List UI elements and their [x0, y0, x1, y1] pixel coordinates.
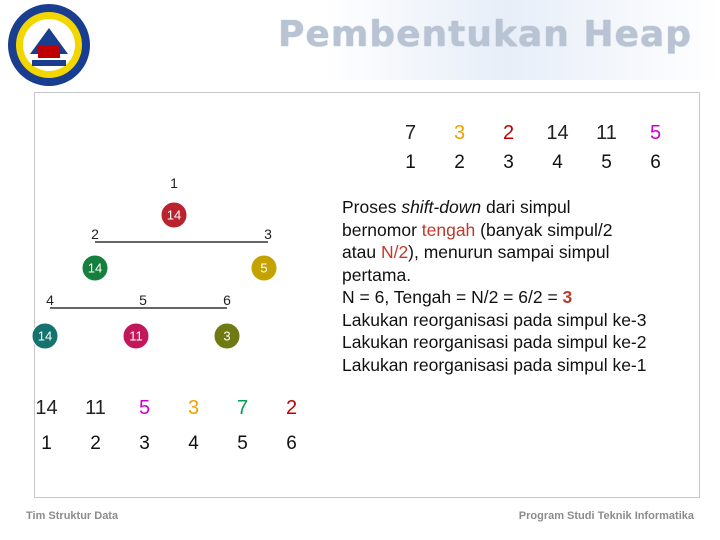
desc-line: Lakukan reorganisasi pada simpul ke-1: [342, 354, 647, 375]
desc-line: [342, 241, 704, 264]
desc-text: ), menurun sampai simpul: [408, 242, 610, 262]
bottom-array-table: [22, 390, 316, 462]
desc-text: (banyak simpul/2: [475, 219, 613, 240]
top-array-index: 4: [552, 152, 563, 173]
desc-line: Lakukan reorganisasi pada simpul ke-2: [342, 332, 647, 352]
top-array-index: 5: [601, 152, 612, 173]
tree-position-label: 2: [91, 226, 99, 242]
tree-node-label: 5: [260, 260, 268, 276]
bottom-array-value: 14: [35, 396, 58, 419]
top-array-value: 3: [453, 121, 466, 144]
bottom-array-value: 11: [85, 396, 106, 419]
desc-highlight: tengah: [421, 219, 476, 240]
tree-node-label: 14: [87, 260, 103, 276]
description-text: [342, 196, 704, 376]
bottom-array-value: 5: [138, 396, 151, 419]
tree-node-label: 14: [166, 207, 182, 223]
desc-text: Proses: [342, 197, 402, 217]
bottom-array-index: 5: [237, 433, 248, 454]
desc-line: pertama.: [342, 264, 412, 285]
desc-highlight: 3: [562, 287, 573, 307]
desc-line: Lakukan reorganisasi pada simpul ke-3: [342, 309, 647, 330]
heap-tree-diagram: [0, 0, 340, 380]
bottom-array-value: 7: [236, 396, 249, 419]
bottom-array-index: 3: [139, 433, 150, 454]
top-array-index: 3: [503, 152, 514, 173]
tree-node-label: 14: [37, 328, 53, 344]
top-array-index: 6: [650, 152, 661, 173]
bottom-array-index: 2: [90, 433, 101, 454]
footer-right-text: Program Studi Teknik Informatika: [518, 510, 694, 522]
desc-line: [342, 219, 704, 242]
bottom-array-index: 4: [188, 433, 199, 454]
tree-position-label: 4: [46, 292, 54, 308]
bottom-array-index: 1: [41, 433, 52, 454]
desc-line: [342, 286, 704, 309]
tree-position-label: 6: [223, 292, 231, 308]
top-array-value: 11: [596, 121, 617, 144]
desc-text: dari simpul: [481, 197, 571, 217]
tree-node-label: 3: [223, 328, 231, 344]
tree-position-label: 3: [264, 226, 272, 242]
desc-text: bernomor: [342, 219, 422, 240]
top-array-index: 2: [454, 152, 465, 173]
top-array-index: 1: [405, 152, 416, 173]
top-array-value: 5: [649, 121, 662, 144]
top-array-value: 7: [404, 121, 417, 144]
bottom-array-value: 3: [187, 396, 200, 419]
page-title: Pembentukan Heap: [278, 14, 692, 55]
tree-node-label: 11: [129, 328, 143, 344]
top-array-table: [386, 118, 680, 178]
desc-text: N = 6, Tengah = N/2 = 6/2 =: [342, 287, 563, 307]
top-array-value: 14: [546, 121, 569, 144]
tree-position-label: 5: [139, 292, 147, 308]
tree-position-label: 1: [170, 175, 178, 191]
bottom-array-value: 2: [285, 396, 298, 419]
desc-line: [342, 196, 704, 219]
desc-highlight: N/2: [380, 242, 409, 262]
footer-left-text: Tim Struktur Data: [26, 510, 119, 522]
desc-text: atau: [342, 242, 381, 262]
desc-emphasis: shift-down: [401, 197, 482, 217]
bottom-array-index: 6: [286, 433, 297, 454]
top-array-value: 2: [502, 121, 515, 144]
